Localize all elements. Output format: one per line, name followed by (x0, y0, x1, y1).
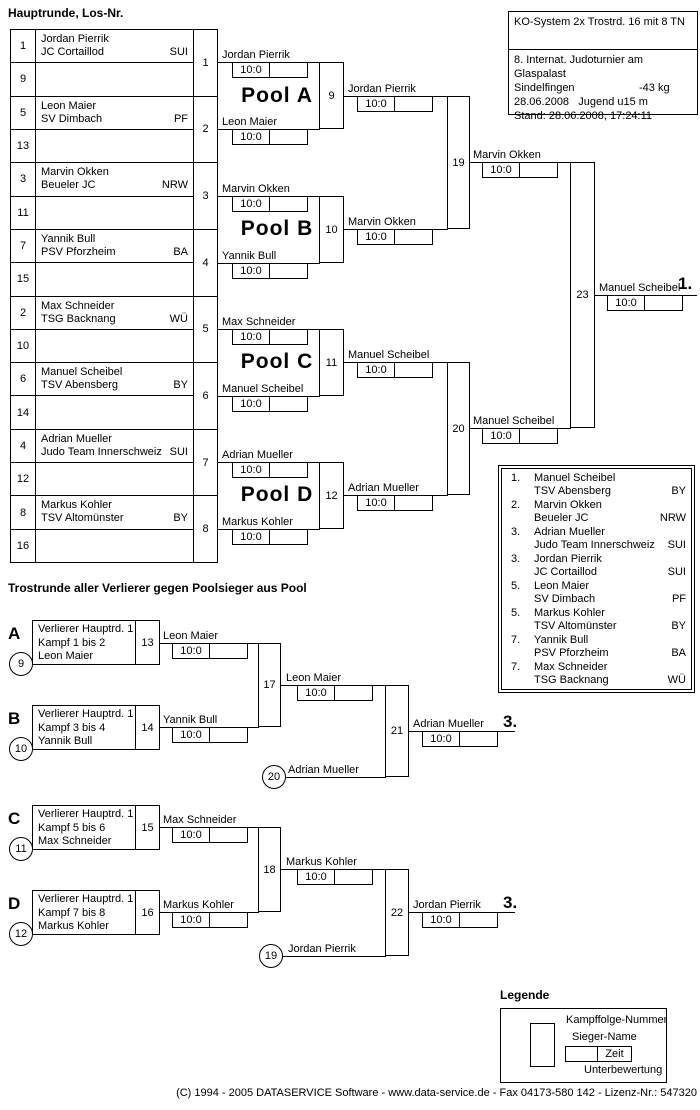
score-box (172, 643, 248, 659)
result-club: PSV Pforzheim (534, 647, 609, 659)
loser-source-box (32, 890, 136, 935)
legend-score-box (565, 1046, 632, 1062)
result-name: Markus Kohler (534, 607, 605, 619)
score-value: 10:0 (233, 530, 270, 544)
score-box (232, 62, 308, 78)
draw-table (10, 29, 194, 563)
match-box: 17 (258, 643, 281, 727)
score-value: 10:0 (298, 870, 335, 884)
source-line: Leon Maier (38, 650, 94, 662)
score-value: 10:0 (358, 97, 395, 111)
winner-name: Manuel Scheibel (473, 415, 555, 427)
result-row (502, 606, 691, 633)
match-box: 10 (319, 196, 344, 263)
participant-name: Marvin Okken (41, 166, 109, 179)
time-cell (270, 197, 307, 211)
result-rank: 3. (511, 553, 521, 565)
result-name: Leon Maier (534, 580, 590, 592)
match-number-cell: 7 (194, 430, 217, 497)
score-box (232, 196, 308, 212)
score-box (482, 162, 558, 178)
legend-unterbewertung-label: Unterbewertung (584, 1064, 663, 1076)
winner-name: Markus Kohler (286, 856, 357, 868)
match-ref-circle: 11 (9, 837, 33, 861)
trostrunde-title: Trostrunde aller Verlierer gegen Poolsieger aus Pool (8, 581, 307, 595)
stand-timestamp: Stand: 28.06.2008, 17:24:11 (514, 110, 653, 122)
match-ref-circle: 9 (9, 652, 33, 676)
match-box: 19 (447, 96, 470, 229)
time-cell (210, 644, 247, 658)
event-info (509, 50, 697, 123)
participant-name: Manuel Scheibel (41, 366, 123, 379)
score-value: 10:0 (233, 130, 270, 144)
result-club: Judo Team Innerschweiz (534, 539, 655, 551)
score-value: 10:0 (233, 63, 270, 77)
legend-sieger-label: Sieger-Name (572, 1031, 637, 1043)
table-cell-participant (36, 263, 193, 295)
source-line: Max Schneider (38, 835, 112, 847)
participant-region: PF (173, 112, 188, 125)
score-box (357, 362, 433, 378)
participant-region: WÜ (169, 312, 188, 325)
winner-name: Leon Maier (163, 630, 219, 642)
footer-copyright: (C) 1994 - 2005 DATASERVICE Software - www.data-service.de - Fax 04173-580 142 - Lizenz-Nr.: 547320 (176, 1087, 697, 1099)
participant-name: Yannik Bull (41, 232, 96, 245)
source-line: Verlierer Hauptrd. 1 (38, 708, 134, 720)
result-rank: 2. (511, 499, 521, 511)
system-label: KO-System 2x Trostrd. 16 mit 8 TN (509, 12, 697, 50)
result-region: BY (671, 620, 686, 632)
score-value: 10:0 (233, 330, 270, 344)
score-value: 10:0 (608, 296, 645, 310)
time-cell (395, 97, 432, 111)
score-box (232, 129, 308, 145)
winner-name: Marvin Okken (473, 149, 541, 161)
participant-club: PSV Pforzheim (41, 245, 116, 258)
participant-region: SUI (169, 46, 188, 58)
result-rank: 7. (511, 661, 521, 673)
match-box: 12 (319, 462, 344, 529)
participant-club: TSV Altomünster (41, 512, 124, 525)
score-box (357, 495, 433, 511)
seed-number: 11 (11, 197, 36, 229)
participant-name: Adrian Mueller (41, 432, 112, 445)
time-cell (210, 728, 247, 742)
score-value: 10:0 (423, 732, 460, 746)
table-cell-participant (36, 297, 193, 329)
source-line: Kampf 7 bis 8 (38, 906, 106, 919)
table-cell-participant (36, 330, 193, 362)
match-box: 21 (385, 685, 409, 777)
entry-name: Max Schneider (222, 316, 296, 328)
feed-name: Adrian Mueller (288, 764, 359, 776)
score-value: 10:0 (173, 828, 210, 842)
participant-club: TSV Abensberg (41, 379, 119, 392)
result-club: TSV Altomünster (534, 620, 617, 632)
participant-region: BA (173, 245, 188, 258)
table-row (11, 30, 193, 63)
seed-number: 8 (11, 496, 36, 528)
feed-name: Jordan Pierrik (288, 943, 356, 955)
table-row (11, 130, 193, 163)
result-club: TSV Abensberg (534, 485, 612, 497)
time-cell (395, 496, 432, 510)
loser-source-box (32, 805, 136, 850)
result-region: BY (671, 485, 686, 497)
match-box: 22 (385, 869, 409, 956)
result-name: Jordan Pierrik (534, 553, 602, 565)
match-box: 16 (135, 890, 160, 935)
time-cell (460, 732, 497, 746)
match-ref-circle: 20 (262, 765, 286, 789)
source-line: Verlierer Hauptrd. 1 (38, 808, 134, 820)
pool-label: Pool C (240, 350, 314, 373)
seed-number: 2 (11, 297, 36, 329)
table-cell-participant (36, 363, 193, 395)
score-box (232, 462, 308, 478)
match-number-cell: 3 (194, 163, 217, 230)
table-cell-participant (36, 130, 193, 162)
legend-unterbewertung-cell (566, 1047, 598, 1061)
entry-name: Marvin Okken (222, 183, 290, 195)
seed-number: 15 (11, 263, 36, 295)
event-city: Sindelfingen (514, 82, 575, 94)
score-box (172, 912, 248, 928)
table-cell-participant (36, 197, 193, 229)
score-box (232, 529, 308, 545)
results-list (501, 468, 692, 690)
match-number-cell: 5 (194, 297, 217, 364)
seed-number: 14 (11, 396, 36, 428)
match-number-cell: 8 (202, 523, 209, 536)
result-club: TSG Backnang (534, 674, 609, 686)
score-box (172, 727, 248, 743)
result-rank: 3. (511, 526, 521, 538)
table-row (11, 363, 193, 396)
match-number-cell: 6 (194, 363, 217, 430)
time-cell (520, 429, 557, 443)
participant-region: BY (173, 512, 188, 525)
match-ref-circle: 19 (259, 944, 283, 968)
entry-name: Jordan Pierrik (222, 49, 290, 61)
time-cell (645, 296, 682, 310)
seed-number: 1 (11, 30, 36, 62)
legend-title: Legende (500, 988, 550, 1002)
participant-name: Leon Maier (41, 99, 97, 112)
winner-name: Max Schneider (163, 814, 237, 826)
seed-number: 6 (11, 363, 36, 395)
match-box: 13 (135, 620, 160, 665)
participant-name: Markus Kohler (41, 499, 112, 512)
score-box (482, 428, 558, 444)
winner-name: Jordan Pierrik (413, 899, 481, 911)
score-box (232, 263, 308, 279)
table-row (11, 430, 193, 463)
time-cell (335, 870, 372, 884)
participant-club: TSG Backnang (41, 312, 116, 325)
pool-label: Pool A (241, 84, 313, 107)
pool-label: Pool B (240, 217, 314, 240)
placement-third: 3. (503, 893, 518, 912)
winner-name: Manuel Scheibel (348, 349, 430, 361)
score-value: 10:0 (173, 644, 210, 658)
source-line: Kampf 3 bis 4 (38, 721, 106, 734)
table-cell-participant (36, 30, 193, 62)
score-value: 10:0 (173, 728, 210, 742)
score-box (297, 685, 373, 701)
winner-name: Markus Kohler (163, 899, 234, 911)
time-cell (270, 63, 307, 77)
result-region: PF (671, 593, 686, 605)
participant-region: NRW (161, 179, 188, 192)
result-club: JC Cortaillod (534, 566, 597, 578)
time-cell (335, 686, 372, 700)
main-title: Hauptrunde, Los-Nr. (8, 6, 124, 20)
legend-match-box (530, 1023, 555, 1067)
table-cell-participant (36, 63, 193, 95)
participant-club: JC Cortaillod (41, 46, 104, 58)
result-region: WÜ (667, 674, 686, 686)
score-box (172, 827, 248, 843)
result-name: Adrian Mueller (534, 526, 605, 538)
entry-name: Yannik Bull (222, 250, 277, 262)
time-cell (270, 264, 307, 278)
table-cell-participant (36, 496, 193, 528)
legend-zeit-cell: Zeit (605, 1048, 624, 1060)
winner-name: Jordan Pierrik (348, 83, 416, 95)
participant-region: SUI (169, 445, 188, 458)
event-name: 8. Internat. Judoturnier am Glaspalast (514, 54, 644, 80)
table-cell-participant (36, 230, 193, 262)
table-cell-participant (36, 430, 193, 462)
table-cell-participant (36, 530, 193, 562)
match-number-cell: 4 (194, 230, 217, 297)
table-row (11, 496, 193, 529)
loser-source-box (32, 705, 136, 750)
time-cell (395, 363, 432, 377)
result-region: BA (671, 647, 686, 659)
score-value: 10:0 (233, 264, 270, 278)
pool-label: Pool D (240, 483, 314, 506)
score-value: 10:0 (358, 363, 395, 377)
source-line: Kampf 1 bis 2 (38, 636, 106, 649)
table-row (11, 163, 193, 196)
section-letter: A (8, 624, 21, 643)
entry-name: Markus Kohler (222, 516, 293, 528)
result-rank: 5. (511, 607, 521, 619)
winner-name: Leon Maier (286, 672, 342, 684)
match-ref-circle: 10 (9, 737, 33, 761)
score-value: 10:0 (298, 686, 335, 700)
table-row (11, 63, 193, 96)
time-cell (210, 828, 247, 842)
match-box: 9 (319, 62, 344, 129)
score-box (422, 731, 498, 747)
participant-club: Beueler JC (41, 179, 96, 192)
result-row (502, 660, 691, 687)
time-cell (270, 330, 307, 344)
match-number-cell: 1 (194, 30, 217, 97)
result-name: Yannik Bull (534, 634, 589, 646)
table-cell-participant (36, 463, 193, 495)
match-number-cell: 2 (194, 97, 217, 164)
result-row (502, 471, 691, 498)
seed-number: 5 (11, 97, 36, 129)
score-value: 10:0 (483, 429, 520, 443)
match-box: 20 (447, 362, 470, 495)
seed-number: 16 (11, 530, 36, 562)
table-cell-participant (36, 163, 193, 195)
result-name: Marvin Okken (534, 499, 602, 511)
time-cell (270, 530, 307, 544)
seed-number: 9 (11, 63, 36, 95)
time-cell (460, 913, 497, 927)
winner-name: Adrian Mueller (348, 482, 419, 494)
table-row (11, 230, 193, 263)
placement-third: 3. (503, 712, 518, 731)
seed-number: 10 (11, 330, 36, 362)
participant-name: Max Schneider (41, 299, 115, 312)
participant-club: SV Dimbach (41, 112, 103, 125)
match-box: 11 (319, 329, 344, 396)
match-box: 23 (570, 162, 595, 428)
entry-name: Manuel Scheibel (222, 383, 304, 395)
result-rank: 1. (511, 472, 521, 484)
score-box (297, 869, 373, 885)
table-cell-participant (36, 396, 193, 428)
participant-region: BY (173, 379, 188, 392)
result-region: SUI (667, 566, 686, 578)
result-rank: 7. (511, 634, 521, 646)
winner-name: Adrian Mueller (413, 718, 484, 730)
score-value: 10:0 (483, 163, 520, 177)
placement-first: 1. (678, 274, 693, 293)
result-row (502, 552, 691, 579)
participant-club: Judo Team Innerschweiz (41, 445, 162, 458)
time-cell (270, 463, 307, 477)
seed-number: 12 (11, 463, 36, 495)
seed-number: 3 (11, 163, 36, 195)
time-cell (270, 397, 307, 411)
winner-name: Manuel Scheibel (599, 282, 681, 294)
section-letter: B (8, 709, 21, 728)
participant-name: Jordan Pierrik (41, 33, 109, 45)
score-box (607, 295, 683, 311)
section-letter: C (8, 809, 21, 828)
time-cell (270, 130, 307, 144)
score-value: 10:0 (233, 463, 270, 477)
seed-number: 4 (11, 430, 36, 462)
table-row (11, 97, 193, 130)
table-row (11, 396, 193, 429)
score-box (357, 229, 433, 245)
winner-name: Marvin Okken (348, 216, 416, 228)
time-cell (395, 230, 432, 244)
score-box (357, 96, 433, 112)
table-row (11, 330, 193, 363)
match-box: 15 (135, 805, 160, 850)
table-row (11, 463, 193, 496)
score-box (422, 912, 498, 928)
match-box: 18 (258, 827, 281, 912)
score-value: 10:0 (358, 230, 395, 244)
score-value: 10:0 (233, 397, 270, 411)
result-club: Beueler JC (534, 512, 589, 524)
result-rank: 5. (511, 580, 521, 592)
weight-class: -43 kg (639, 82, 670, 94)
score-value: 10:0 (233, 197, 270, 211)
result-name: Manuel Scheibel (534, 472, 616, 484)
result-row (502, 525, 691, 552)
seed-number: 13 (11, 130, 36, 162)
table-row (11, 263, 193, 296)
result-region: SUI (667, 539, 686, 551)
match-number-column (193, 29, 218, 563)
time-cell (210, 913, 247, 927)
winner-name: Yannik Bull (163, 714, 218, 726)
results-box (498, 465, 695, 693)
source-line: Yannik Bull (38, 735, 93, 747)
score-value: 10:0 (423, 913, 460, 927)
source-line: Verlierer Hauptrd. 1 (38, 623, 134, 635)
result-row (502, 498, 691, 525)
info-box (508, 11, 698, 122)
result-region: NRW (659, 512, 686, 524)
table-cell-participant (36, 97, 193, 129)
score-box (232, 396, 308, 412)
score-value: 10:0 (358, 496, 395, 510)
score-box (232, 329, 308, 345)
result-club: SV Dimbach (534, 593, 596, 605)
table-row (11, 297, 193, 330)
source-line: Markus Kohler (38, 920, 109, 932)
seed-number: 7 (11, 230, 36, 262)
score-value: 10:0 (173, 913, 210, 927)
loser-source-box (32, 620, 136, 665)
match-box: 14 (135, 705, 160, 750)
entry-name: Leon Maier (222, 116, 278, 128)
source-line: Kampf 5 bis 6 (38, 821, 106, 834)
table-row (11, 197, 193, 230)
legend-kampffolge-label: Kampffolge-Nummer (566, 1014, 668, 1026)
result-row (502, 579, 691, 606)
event-date-group: 28.06.2008 Jugend u15 m (514, 96, 648, 108)
result-name: Max Schneider (534, 661, 608, 673)
time-cell (520, 163, 557, 177)
match-ref-circle: 12 (9, 922, 33, 946)
result-row (502, 633, 691, 660)
table-row (11, 530, 193, 562)
section-letter: D (8, 894, 21, 913)
source-line: Verlierer Hauptrd. 1 (38, 893, 134, 905)
entry-name: Adrian Mueller (222, 449, 293, 461)
